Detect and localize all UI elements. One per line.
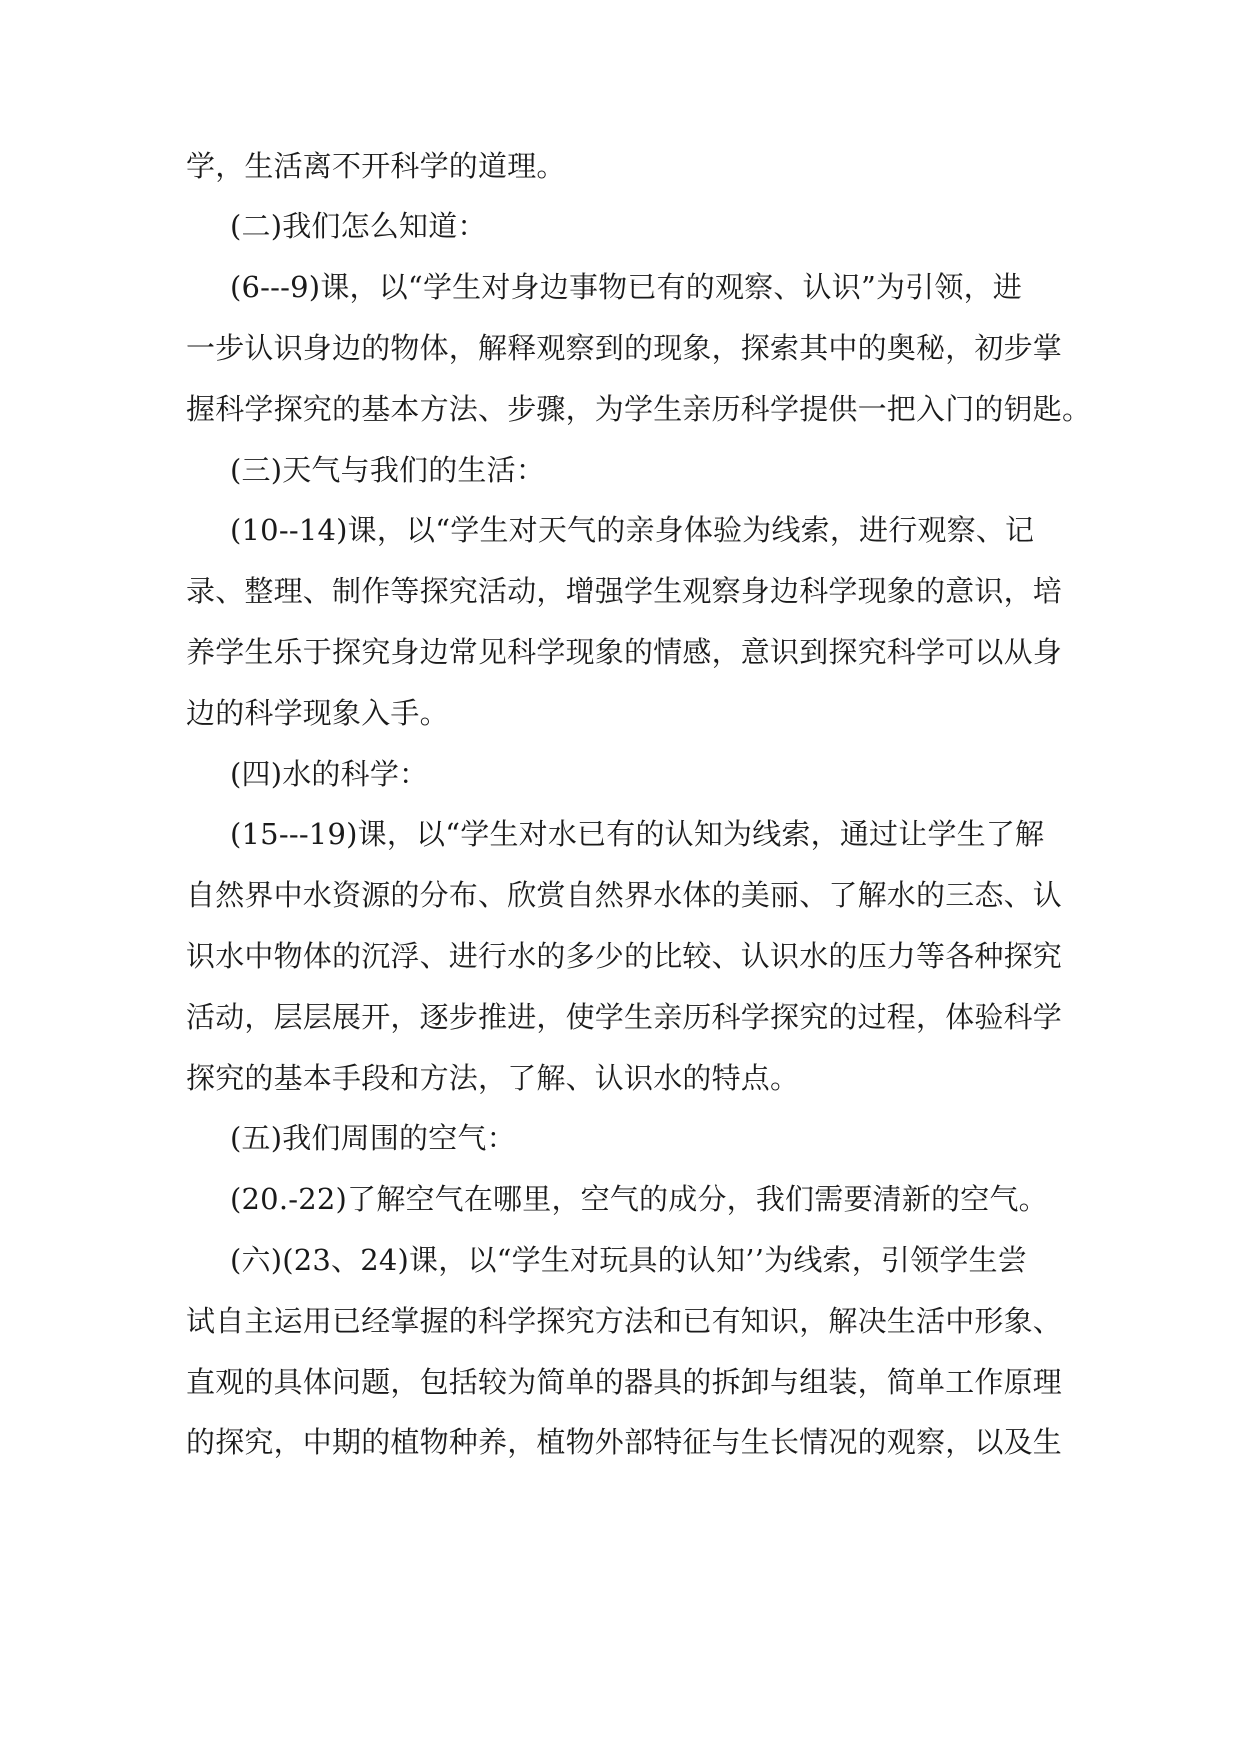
text-line: (6---9)课，以“学生对身边事物已有的观察、认识”为引领，进: [230, 270, 1022, 304]
text-line: 边的科学现象入手。: [186, 696, 449, 730]
text-line: 录、整理、制作等探究活动，增强学生观察身边科学现象的意识，培: [186, 574, 1063, 608]
text-line: 握科学探究的基本方法、步骤，为学生亲历科学提供一把入门的钥匙。: [186, 392, 1092, 426]
text-line: 养学生乐于探究身边常见科学现象的情感，意识到探究科学可以从身: [186, 635, 1063, 669]
text-line: 学，生活离不开科学的道理。: [186, 149, 566, 183]
section-heading: (五)我们周围的空气：: [230, 1121, 516, 1155]
text-line: (20.-22)了解空气在哪里，空气的成分，我们需要清新的空气。: [230, 1182, 1048, 1216]
text-line: 一步认识身边的物体，解释观察到的现象，探索其中的奥秘，初步掌: [186, 331, 1063, 365]
text-line: (15---19)课，以“学生对水已有的认知为线索，通过让学生了解: [230, 817, 1045, 851]
text-line: 探究的基本手段和方法，了解、认识水的特点。: [186, 1061, 800, 1095]
text-line: 识水中物体的沉浮、进行水的多少的比较、认识水的压力等各种探究: [186, 939, 1063, 973]
text-line: 直观的具体问题，包括较为简单的器具的拆卸与组装，简单工作原理: [186, 1365, 1063, 1399]
section-heading: (四)水的科学：: [230, 757, 429, 791]
text-line: 的探究，中期的植物种养，植物外部特征与生长情况的观察，以及生: [186, 1425, 1063, 1459]
text-line: 自然界中水资源的分布、欣赏自然界水体的美丽、了解水的三态、认: [186, 878, 1063, 912]
text-line: (六)(23、24)课，以“学生对玩具的认知’’为线索，引领学生尝: [230, 1243, 1027, 1277]
section-heading: (三)天气与我们的生活：: [230, 453, 546, 487]
text-line: 活动，层层展开，逐步推进，使学生亲历科学探究的过程，体验科学: [186, 1000, 1063, 1034]
text-line: 试自主运用已经掌握的科学探究方法和已有知识，解决生活中形象、: [186, 1304, 1063, 1338]
text-line: (10--14)课，以“学生对天气的亲身体验为线索，进行观察、记: [230, 513, 1035, 547]
section-heading: (二)我们怎么知道：: [230, 209, 487, 243]
